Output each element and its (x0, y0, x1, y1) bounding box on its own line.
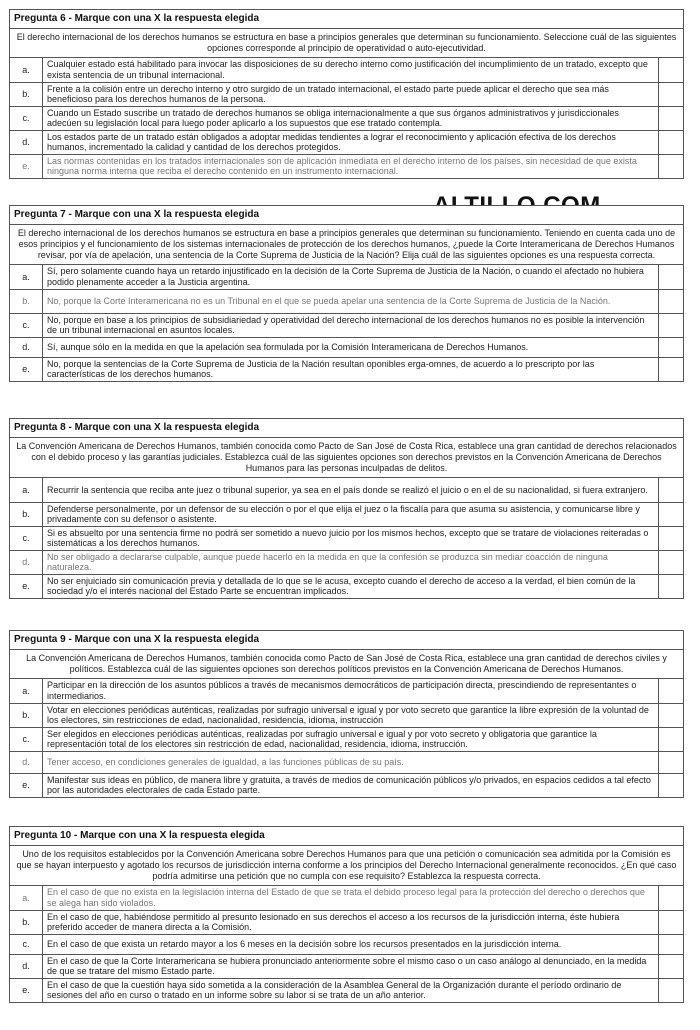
option-c (10, 313, 683, 337)
option-b (10, 910, 683, 934)
option-b (10, 289, 683, 313)
question-title: Pregunta 7 - Marque con una X la respuesta elegida (10, 206, 683, 225)
option-a (10, 265, 683, 289)
option-b (10, 502, 683, 526)
option-a (10, 58, 683, 82)
answer-box[interactable] (659, 679, 684, 703)
option-text: Votar en elecciones periódicas auténticas, realizadas por sufragio universal e igual y por voto secreto que garantice la libre expresión de la voluntad de los electores, sin restricciones de edad, nacionalidad, residencia, idioma, instrucción (43, 703, 659, 727)
option-a (10, 886, 683, 910)
answer-box[interactable] (659, 574, 684, 598)
option-c (10, 106, 683, 130)
question-title: Pregunta 9 - Marque con una X la respuesta elegida (10, 631, 683, 650)
option-letter: e. (10, 357, 43, 381)
option-letter: e. (10, 978, 43, 1002)
option-text: No, porque la sentencias de la Corte Suprema de Justicia de la Nación resultan oponibles erga-omnes, de acuerdo a lo prescripto por las características de los derechos humanos. (47, 358, 595, 380)
option-text: Los estados parte de un tratado están obligados a adoptar medidas tendientes a lograr el reconocimiento y aplicación efectiva de los derechos humanos, incrementado la calidad y cantidad de los derechos protegidos. (43, 130, 659, 154)
option-d (10, 954, 683, 978)
option-text: Manifestar sus ideas en público, de manera libre y gratuita, a través de medios de comunicación públicos y/o privados, en espacios cedidos a tal efecto por las autoridades electorales de cada Estado parte. (47, 774, 651, 796)
question-9 (9, 630, 684, 798)
option-letter: b. (10, 910, 43, 934)
option-text: No ser enjuiciado sin comunicación previa y detallada de lo que se le acusa, excepto cuando el derecho de acceso a la verdad, el bien común de la sociedad y/o el interés nacional del Estado Parte se encuentran implicados. (47, 575, 636, 597)
option-text: Recurrir la sentencia que reciba ante juez o tribunal superior, ya sea en el país donde se realizó el juicio o en el de su nacionalidad, si fuera extranjero. (43, 478, 659, 502)
option-letter: a. (10, 478, 43, 502)
option-text: En el caso de que no exista en la legislación interna del Estado de que se trata el debido proceso legal para la protección del derecho o derechos que se alega han sido violados. (43, 886, 659, 910)
option-letter: c. (10, 313, 43, 337)
option-d (10, 550, 683, 574)
question-stem: Uno de los requisitos establecidos por la Convención Americana sobre Derechos Humanos para que una petición o comunicación sea admitida por la Comisión es que se hayan interpuesto y agotado los recursos de jurisdicción interna conforme a los principios del Derecho Internacional generalmente reconocidos. ¿En qué caso podría admitirse una petición que no cumpla con ese requisito? Establezca la respuesta correcta. (10, 846, 683, 886)
answer-box[interactable] (659, 934, 684, 954)
option-letter: e. (10, 154, 43, 178)
answer-box[interactable] (659, 313, 684, 337)
option-b (10, 703, 683, 727)
option-e (10, 357, 683, 381)
answer-box[interactable] (659, 954, 684, 978)
option-text: En el caso de que la cuestión haya sido sometida a la consideración de la Asamblea General de la Organización durante el período ordinario de sesiones del año en curso o tratado en un informe sobre su labor si se trata de un año anterior. (47, 979, 622, 1001)
option-letter: b. (10, 82, 43, 106)
option-letter: d. (10, 130, 43, 154)
option-a (10, 679, 683, 703)
answer-box[interactable] (659, 154, 684, 178)
options-table (10, 679, 683, 797)
answer-box[interactable] (659, 751, 684, 773)
answer-box[interactable] (659, 58, 684, 82)
option-letter: d. (10, 751, 43, 773)
option-letter: a. (10, 679, 43, 703)
option-text: En el caso de que exista un retardo mayor a los 6 meses en la decisión sobre los recursos presentados en la jurisdicción interna. (43, 934, 659, 954)
option-letter: b. (10, 289, 43, 313)
question-stem: La Convención Americana de Derechos Humanos, también conocida como Pacto de San José de Costa Rica, establece una gran cantidad de derechos relacionados con el debido proceso y las garantías judiciales. Establezca cuál de las siguientes opciones son derechos previstos en la Convención Americana de Derechos Humanos para las personas inculpadas de delitos. (10, 438, 683, 478)
option-text: Sí, pero solamente cuando haya un retardo injustificado en la decisión de la Corte Suprema de Justicia de la Nación, o cuando el afectado no hubiera podido plenamente acceder a la Justicia argentina. (43, 265, 659, 289)
question-title: Pregunta 8 - Marque con una X la respuesta elegida (10, 419, 683, 438)
option-d (10, 337, 683, 357)
answer-box[interactable] (659, 550, 684, 574)
answer-box[interactable] (659, 337, 684, 357)
option-c (10, 934, 683, 954)
option-text: Cuando un Estado suscribe un tratado de derechos humanos se obliga internacionalmente a que sus órganos administrativos y jurisdiccionales adecúen su legislación local para luego poder aplicarlo a los supuestos que ese tratado contempla. (43, 106, 659, 130)
question-stem: El derecho internacional de los derechos humanos se estructura en base a principios generales que determinan su funcionamiento. Teniendo en cuenta cada uno de esos principios y el funcionamiento de los sistemas internacionales de protección de los derechos humanos, ¿puede la Corte Interamericana de Derechos Humanos revisar, por vía de apelación, una sentencia de la Corte Suprema de Justicia de la Nación? Elija cuál de las siguientes opciones es una respuesta correcta. (10, 225, 683, 265)
answer-box[interactable] (659, 130, 684, 154)
question-8 (9, 418, 684, 599)
option-e (10, 574, 683, 598)
option-text: Participar en la dirección de los asuntos públicos a través de mecanismos democráticos de participación directa, prescindiendo de representantes o intermediarios. (43, 679, 659, 703)
option-text: Tener acceso, en condiciones generales de igualdad, a las funciones públicas de su país. (43, 751, 659, 773)
option-d (10, 751, 683, 773)
option-a (10, 478, 683, 502)
option-letter: e. (10, 574, 43, 598)
option-e (10, 154, 683, 178)
option-text: En el caso de que, habiéndose permitido al presunto lesionado en sus derechos el acceso a los recursos de la jurisdicción interna, éste hubiera preferido acceder de manera directa a la Comisión. (43, 910, 659, 934)
answer-box[interactable] (659, 106, 684, 130)
answer-box[interactable] (659, 82, 684, 106)
answer-box[interactable] (659, 289, 684, 313)
option-letter: c. (10, 526, 43, 550)
option-letter: d. (10, 550, 43, 574)
question-title: Pregunta 10 - Marque con una X la respuesta elegida (10, 827, 683, 846)
answer-box[interactable] (659, 357, 684, 381)
option-text: Ser elegidos en elecciones periódicas auténticas, realizadas por sufragio universal e igual y por voto secreto y obligatoria que garantice la representación total de los electores sin restricción de edad, nacionalidad, residencia, idioma, instrucción. (43, 727, 659, 751)
option-letter: b. (10, 502, 43, 526)
answer-box[interactable] (659, 703, 684, 727)
option-letter: a. (10, 58, 43, 82)
option-letter: c. (10, 934, 43, 954)
option-c (10, 526, 683, 550)
option-text: Frente a la colisión entre un derecho interno y otro surgido de un tratado internacional, el estado parte puede aplicar el derecho que sea más beneficioso para los derechos humanos de la persona. (43, 82, 659, 106)
option-text: En el caso de que la Corte Interamericana se hubiera pronunciado anteriormente sobre el mismo caso o un caso análogo al denunciado, en la medida de que se tratare del mismo Estado parte. (43, 954, 659, 978)
answer-box[interactable] (659, 910, 684, 934)
question-10 (9, 826, 684, 1003)
option-letter: c. (10, 106, 43, 130)
options-table (10, 265, 683, 381)
option-letter: a. (10, 265, 43, 289)
answer-box[interactable] (659, 265, 684, 289)
answer-box[interactable] (659, 773, 684, 797)
answer-box[interactable] (659, 978, 684, 1002)
options-table (10, 58, 683, 178)
question-stem: El derecho internacional de los derechos humanos se estructura en base a principios generales que determinan su funcionamiento. Seleccione cuál de las siguientes opciones corresponde al principio de operatividad o auto-ejecutividad. (10, 29, 683, 58)
options-table (10, 886, 683, 1002)
option-letter: a. (10, 886, 43, 910)
option-text: Defenderse personalmente, por un defensor de su elección o por el que elija el juez o la fiscalía para que asuma su asistencia, y comunicarse libre y privadamente con su defensor o asistente. (43, 502, 659, 526)
answer-box[interactable] (659, 526, 684, 550)
option-text: No ser obligado a declararse culpable, aunque puede hacerlo en la medida en que la confesión se produzca sin mediar coacción de ninguna naturaleza. (43, 550, 659, 574)
option-text: Las normas contenidas en los tratados internacionales son de aplicación inmediata en el derecho interno de los países, sin necesidad de que exista ninguna norma interna que reciba el derecho contenido en un instrumento internacional. (47, 155, 637, 177)
option-b (10, 82, 683, 106)
question-title: Pregunta 6 - Marque con una X la respuesta elegida (10, 10, 683, 29)
option-text: No, porque en base a los principios de subsidiariedad y operatividad del derecho internacional de los derechos humanos no es posible la intervención de un tribunal internacional en asuntos locales. (43, 313, 659, 337)
option-e (10, 773, 683, 797)
option-e (10, 978, 683, 1002)
option-c (10, 727, 683, 751)
option-letter: c. (10, 727, 43, 751)
option-d (10, 130, 683, 154)
options-table (10, 478, 683, 598)
option-text: Cualquier estado está habilitado para invocar las disposiciones de su derecho interno como justificación del incumplimiento de un tratado, excepto que exista sentencia de un tribunal internacional. (43, 58, 659, 82)
option-letter: e. (10, 773, 43, 797)
option-text: No, porque la Corte Interamericana no es un Tribunal en el que se pueda apelar una sentencia de la Corte Suprema de Justicia de la Nación. (43, 289, 659, 313)
option-text: Sí, aunque sólo en la medida en que la apelación sea formulada por la Comisión Interamericana de Derechos Humanos. (43, 337, 659, 357)
option-text: Si es absuelto por una sentencia firme no podrá ser sometido a nuevo juicio por los mismos hechos, excepto que se tratare de violaciones reiteradas o sistemáticas a los derechos humanos. (43, 526, 659, 550)
option-letter: d. (10, 337, 43, 357)
answer-box[interactable] (659, 478, 684, 502)
option-letter: b. (10, 703, 43, 727)
answer-box[interactable] (659, 502, 684, 526)
answer-box[interactable] (659, 886, 684, 910)
answer-box[interactable] (659, 727, 684, 751)
question-stem: La Convención Americana de Derechos Humanos, también conocida como Pacto de San José de Costa Rica, establece una gran cantidad de derechos civiles y políticos. Establezca cuál de las siguientes opciones son derechos políticos previstos en la Convención Americana de Derechos Humanos. (10, 650, 683, 679)
question-6 (9, 9, 684, 179)
option-letter: d. (10, 954, 43, 978)
question-7 (9, 205, 684, 382)
